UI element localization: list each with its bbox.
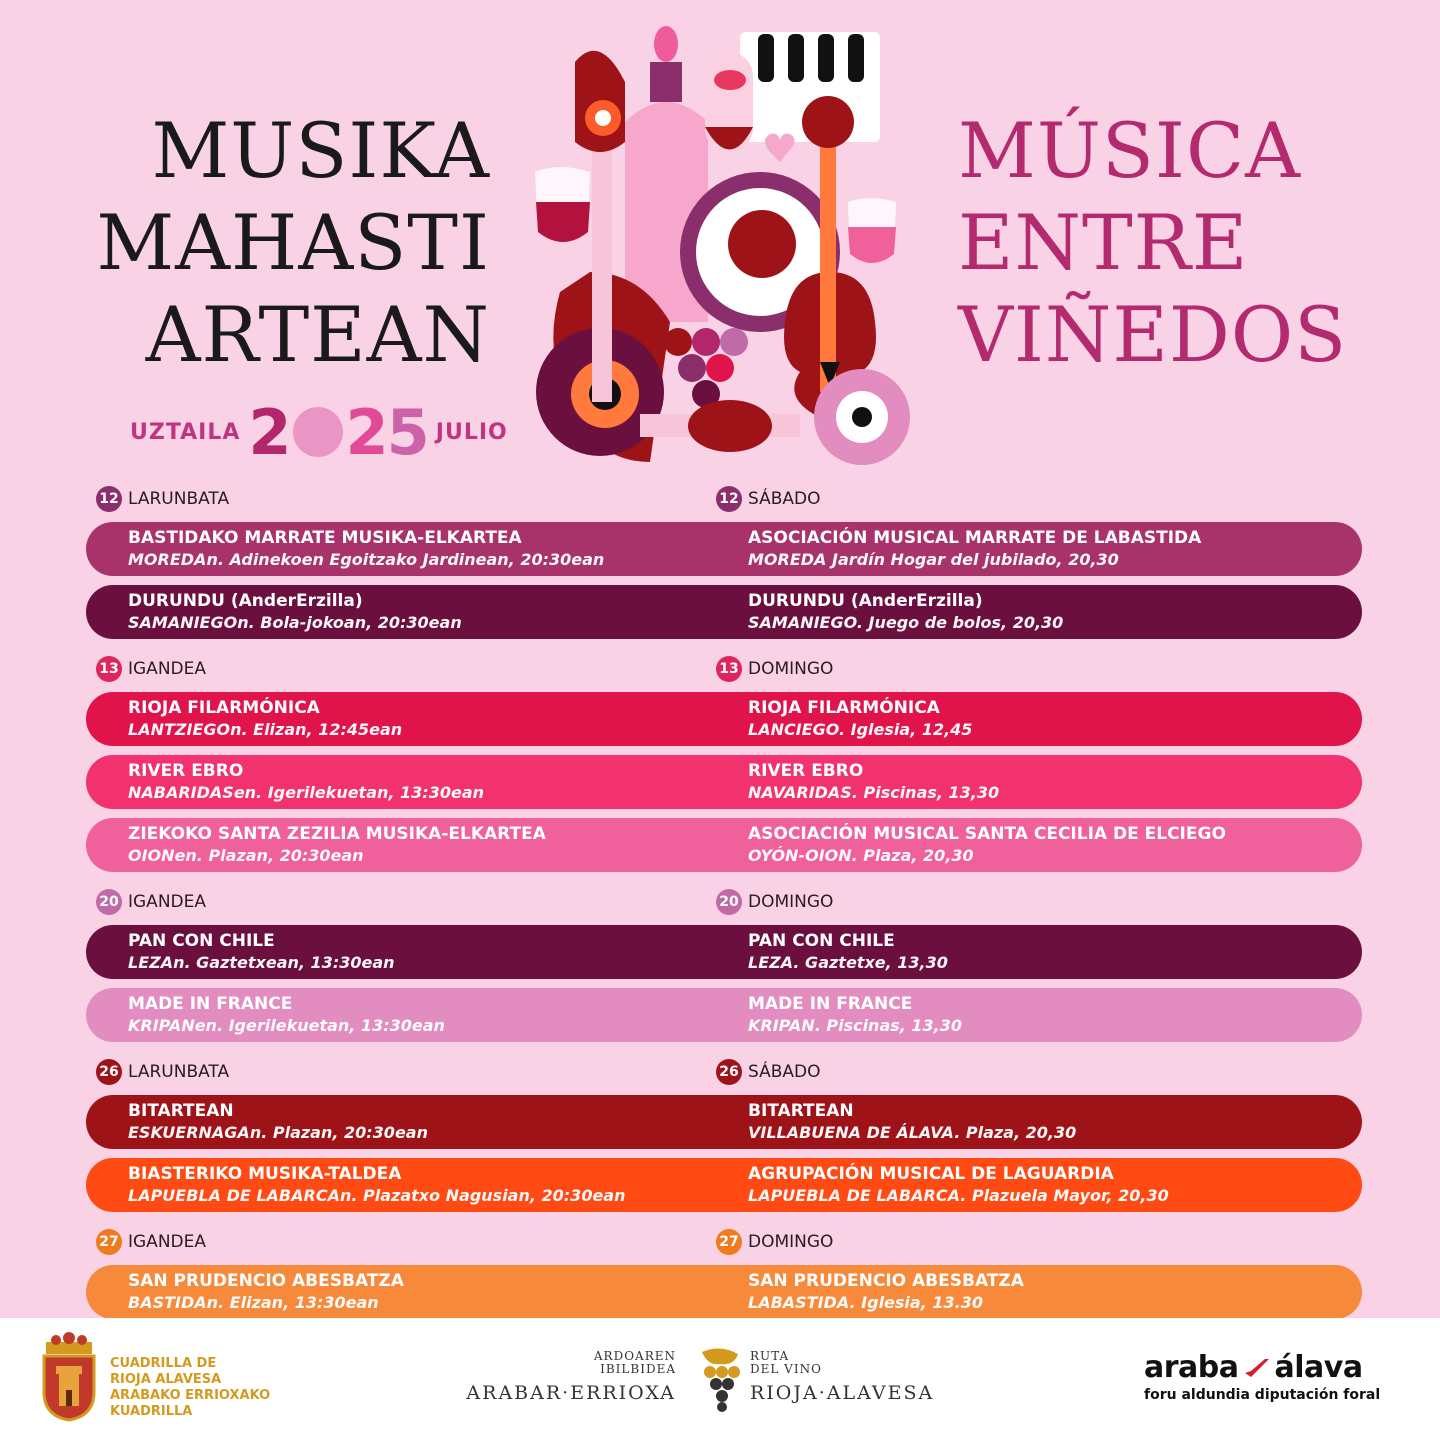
cuadrilla-line: KUADRILLA	[110, 1404, 193, 1419]
year-digit: 2	[248, 395, 290, 469]
cuadrilla-line: RIOJA ALAVESA	[110, 1372, 222, 1387]
red-tick-icon	[1243, 1357, 1271, 1379]
event-basque	[128, 698, 402, 741]
event-basque	[128, 1164, 625, 1207]
event-place-time: NABARIDASen. Igerilekuetan, 13:30ean	[128, 783, 485, 802]
event-title: BITARTEAN	[128, 1101, 234, 1121]
day-number-badge: 13	[96, 656, 122, 682]
day-label-right	[716, 1229, 833, 1255]
day-label-right	[716, 889, 833, 915]
event-place-time: SAMANIEGO. Juego de bolos, 20,30	[748, 613, 1064, 632]
event-row	[86, 755, 1362, 809]
event-place-time: BASTIDAn. Elizan, 13:30ean	[128, 1293, 379, 1312]
year-zero-circle-icon	[293, 407, 343, 457]
month-basque: UZTAILA	[130, 419, 241, 445]
title-basque-line: MAHASTI	[96, 198, 490, 287]
araba-logo-sub: foru aldundia diputación foral	[1144, 1387, 1381, 1403]
event-title: BASTIDAKO MARRATE MUSIKA-ELKARTEA	[128, 528, 522, 548]
event-place-time: LANTZIEGOn. Elizan, 12:45ean	[128, 720, 403, 739]
day-header	[86, 486, 1362, 514]
year	[248, 396, 427, 469]
day-label-left	[96, 889, 206, 915]
event-row	[86, 522, 1362, 576]
event-place-time: KRIPANen. Igerilekuetan, 13:30ean	[128, 1016, 445, 1035]
title-spanish-line: ENTRE	[958, 198, 1249, 287]
month-spanish: JULIO	[435, 419, 508, 445]
event-title: RIVER EBRO	[128, 761, 244, 781]
event-title: DURUNDU (AnderErzilla)	[128, 591, 363, 611]
ruta-spanish-small: RUTA	[750, 1349, 790, 1363]
event-row	[86, 1265, 1362, 1319]
day-label-left	[96, 486, 229, 512]
title-spanish-line: MÚSICA	[958, 106, 1301, 195]
event-spanish	[748, 761, 999, 804]
event-basque	[128, 1271, 404, 1314]
day-number-badge: 12	[96, 486, 122, 512]
day-name: DOMINGO	[748, 892, 834, 912]
day-label-right	[716, 486, 821, 512]
event-basque	[128, 994, 445, 1037]
day-label-left	[96, 1059, 229, 1085]
event-spanish	[748, 994, 962, 1037]
title-spanish-line: VIÑEDOS	[958, 290, 1348, 379]
event-place-time: LEZAn. Gaztetxean, 13:30ean	[128, 953, 395, 972]
day-number-badge: 20	[96, 889, 122, 915]
event-title: SAN PRUDENCIO ABESBATZA	[748, 1271, 1024, 1291]
day-number-badge: 26	[96, 1059, 122, 1085]
event-title: ASOCIACIÓN MUSICAL MARRATE DE LABASTIDA	[748, 528, 1202, 548]
event-place-time: OIONen. Plazan, 20:30ean	[128, 846, 364, 865]
event-spanish	[748, 591, 1063, 634]
year-digit: 5	[386, 395, 428, 469]
event-title: RIOJA FILARMÓNICA	[128, 698, 320, 718]
day-name: SÁBADO	[748, 489, 821, 509]
event-row	[86, 988, 1362, 1042]
cuadrilla-crest-icon	[38, 1332, 100, 1422]
footer-sponsors	[0, 1318, 1440, 1440]
day-number-badge: 27	[716, 1229, 742, 1255]
event-basque	[128, 1101, 428, 1144]
event-title: ASOCIACIÓN MUSICAL SANTA CECILIA DE ELCIEGO	[748, 824, 1226, 844]
day-name: IGANDEA	[128, 659, 206, 679]
event-spanish	[748, 1164, 1169, 1207]
event-title: MADE IN FRANCE	[748, 994, 913, 1014]
day-header	[86, 1059, 1362, 1087]
cuadrilla-line: CUADRILLA DE	[110, 1356, 217, 1371]
event-title: MADE IN FRANCE	[128, 994, 293, 1014]
event-row	[86, 1158, 1362, 1212]
spacer	[86, 1221, 1362, 1229]
event-spanish	[748, 698, 972, 741]
day-header	[86, 889, 1362, 917]
event-title: PAN CON CHILE	[128, 931, 275, 951]
event-place-time: MOREDA Jardín Hogar del jubilado, 20,30	[748, 550, 1119, 569]
ruta-spanish	[750, 1350, 934, 1406]
ruta-spanish-small: DEL VINO	[750, 1362, 822, 1376]
event-title: ZIEKOKO SANTA ZEZILIA MUSIKA-ELKARTEA	[128, 824, 546, 844]
music-wine-illustration	[530, 22, 910, 467]
event-spanish	[748, 1101, 1076, 1144]
event-place-time: SAMANIEGOn. Bola-jokoan, 20:30ean	[128, 613, 462, 632]
araba-alava-logo	[1144, 1350, 1404, 1403]
ruta-del-vino-logo	[466, 1344, 935, 1424]
date-banner	[130, 395, 508, 469]
title-basque-line: MUSIKA	[151, 106, 490, 195]
event-row	[86, 692, 1362, 746]
event-basque	[128, 528, 604, 571]
day-label-left	[96, 1229, 206, 1255]
event-place-time: OYÓN-OION. Plaza, 20,30	[748, 846, 974, 865]
event-place-time: VILLABUENA DE ÁLAVA. Plaza, 20,30	[748, 1123, 1077, 1142]
alava-word: álava	[1274, 1350, 1363, 1385]
event-spanish	[748, 1271, 1024, 1314]
spacer	[86, 881, 1362, 889]
event-place-time: LAPUEBLA DE LABARCAn. Plazatxo Nagusian, 20:30ean	[128, 1186, 626, 1205]
spacer	[86, 1051, 1362, 1059]
day-name: LARUNBATA	[128, 1062, 230, 1082]
event-place-time: LAPUEBLA DE LABARCA. Plazuela Mayor, 20,30	[748, 1186, 1169, 1205]
day-number-badge: 13	[716, 656, 742, 682]
event-title: BITARTEAN	[748, 1101, 854, 1121]
event-row	[86, 925, 1362, 979]
cuadrilla-line: ARABAKO ERRIOXAKO	[110, 1388, 271, 1403]
schedule	[86, 486, 1362, 1328]
day-name: DOMINGO	[748, 1232, 834, 1252]
event-basque	[128, 761, 484, 804]
event-title: AGRUPACIÓN MUSICAL DE LAGUARDIA	[748, 1164, 1114, 1184]
day-name: IGANDEA	[128, 892, 206, 912]
day-header	[86, 656, 1362, 684]
title-basque	[70, 105, 490, 381]
event-spanish	[748, 528, 1201, 571]
event-spanish	[748, 931, 948, 974]
day-number-badge: 27	[96, 1229, 122, 1255]
day-label-left	[96, 656, 206, 682]
day-name: SÁBADO	[748, 1062, 821, 1082]
cuadrilla-logo-text	[110, 1356, 270, 1420]
event-spanish	[748, 824, 1226, 867]
ruta-basque-small: IBILBIDEA	[600, 1362, 676, 1376]
event-place-time: MOREDAn. Adinekoen Egoitzako Jardinean, 20:30ean	[128, 550, 605, 569]
event-title: RIVER EBRO	[748, 761, 864, 781]
event-title: RIOJA FILARMÓNICA	[748, 698, 940, 718]
day-name: DOMINGO	[748, 659, 834, 679]
event-place-time: NAVARIDAS. Piscinas, 13,30	[748, 783, 1000, 802]
event-place-time: LABASTIDA. Iglesia, 13.30	[748, 1293, 983, 1312]
day-label-right	[716, 656, 833, 682]
event-basque	[128, 931, 395, 974]
event-title: SAN PRUDENCIO ABESBATZA	[128, 1271, 404, 1291]
title-basque-line: ARTEAN	[145, 290, 490, 379]
event-row	[86, 585, 1362, 639]
day-name: IGANDEA	[128, 1232, 206, 1252]
spacer	[86, 648, 1362, 656]
event-place-time: LANCIEGO. Iglesia, 12,45	[748, 720, 973, 739]
day-number-badge: 20	[716, 889, 742, 915]
ruta-basque-small: ARDOAREN	[593, 1349, 676, 1363]
day-header	[86, 1229, 1362, 1257]
ruta-basque-big: ARABAR·ERRIOXA	[466, 1382, 676, 1404]
event-row	[86, 818, 1362, 872]
event-basque	[128, 591, 462, 634]
year-digit: 2	[345, 395, 387, 469]
day-number-badge: 26	[716, 1059, 742, 1085]
event-title: DURUNDU (AnderErzilla)	[748, 591, 983, 611]
title-spanish	[958, 105, 1378, 381]
event-row	[86, 1095, 1362, 1149]
event-place-time: KRIPAN. Piscinas, 13,30	[748, 1016, 963, 1035]
event-basque	[128, 824, 546, 867]
event-title: BIASTERIKO MUSIKA-TALDEA	[128, 1164, 402, 1184]
day-label-right	[716, 1059, 821, 1085]
araba-word: araba	[1144, 1350, 1239, 1385]
day-number-badge: 12	[716, 486, 742, 512]
day-name: LARUNBATA	[128, 489, 230, 509]
event-place-time: LEZA. Gaztetxe, 13,30	[748, 953, 948, 972]
grape-cluster-icon	[694, 1344, 746, 1414]
araba-logo-main	[1144, 1350, 1404, 1385]
ruta-spanish-big: RIOJA·ALAVESA	[750, 1382, 935, 1404]
event-title: PAN CON CHILE	[748, 931, 895, 951]
event-place-time: ESKUERNAGAn. Plazan, 20:30ean	[128, 1123, 428, 1142]
ruta-basque	[466, 1350, 676, 1406]
